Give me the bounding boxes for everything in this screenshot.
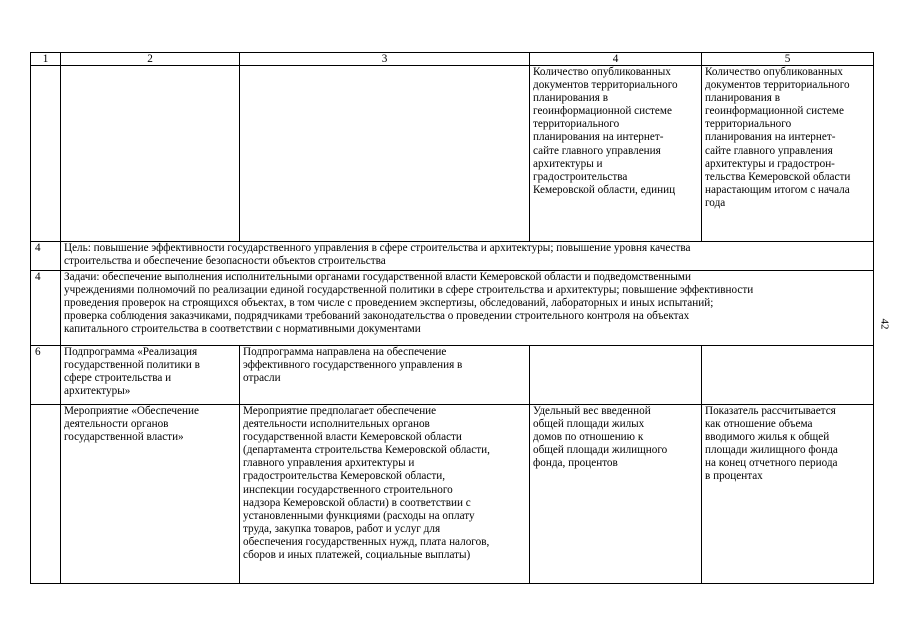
text-line: общей площади жилых <box>533 418 645 431</box>
text-line: планирования на интернет- <box>705 131 836 144</box>
text-line: установленными функциями (расходы на оплату <box>243 509 475 522</box>
text-line: фонда, процентов <box>533 457 618 470</box>
cell-calculation <box>702 66 874 242</box>
text-line: территориального <box>533 118 620 131</box>
text-line: как отношение объема <box>705 418 813 431</box>
subprogram-name <box>61 346 240 405</box>
text-line: планирования на интернет- <box>533 131 664 144</box>
text-line: на конец отчетного периода <box>705 457 838 470</box>
measure-calculation <box>702 405 874 584</box>
cell-indicator <box>530 66 702 242</box>
header-cell-4: 4 <box>530 53 702 66</box>
measure-name <box>61 405 240 584</box>
cell-number <box>31 66 61 242</box>
header-cell-2: 2 <box>61 53 240 66</box>
text-line: документов территориального <box>533 79 678 92</box>
text-line: деятельности органов <box>64 418 169 431</box>
table-row-measure <box>31 405 874 584</box>
text-line: обеспечения государственных нужд, плата налогов, <box>243 535 490 548</box>
subprogram-indicator <box>530 346 702 405</box>
text-line: сайте главного управления <box>705 144 833 157</box>
text-line: капитального строительства в соответствии с нормативными документами <box>64 323 421 336</box>
text-line: инспекции государственного строительного <box>243 483 453 496</box>
text-line: нарастающим итогом с начала <box>705 183 850 196</box>
text-line: общей площади жилищного <box>533 444 668 457</box>
text-line: отрасли <box>243 372 281 385</box>
text-line: труда, закупка товаров, работ и услуг для <box>243 522 441 535</box>
text-line: планирования в <box>533 92 608 105</box>
header-cell-3: 3 <box>240 53 530 66</box>
tasks-text <box>61 271 874 346</box>
text-line: эффективного государственного управления в <box>243 359 463 372</box>
measure-number <box>31 405 61 584</box>
text-line: градостроительства <box>533 170 628 183</box>
indicators-table <box>30 52 874 584</box>
goal-number: 4 <box>31 242 61 271</box>
text-line: сайте главного управления <box>533 144 661 157</box>
text-line: Удельный вес введенной <box>533 405 651 417</box>
table-row-tasks <box>31 271 874 346</box>
text-line: Подпрограмма направлена на обеспечение <box>243 346 447 358</box>
goal-text <box>61 242 874 271</box>
text-line: территориального <box>705 118 792 131</box>
text-line: государственной политики в <box>64 359 200 372</box>
text-line: площади жилищного фонда <box>705 444 838 457</box>
cell-name <box>61 66 240 242</box>
text-line: геоинформационной системе <box>705 105 844 118</box>
table-row-subprogram <box>31 346 874 405</box>
text-line: домов по отношению к <box>533 431 644 444</box>
text-line: Мероприятие «Обеспечение <box>64 405 199 417</box>
tasks-number: 4 <box>31 271 61 346</box>
text-line: архитектуры и градострон- <box>705 157 835 170</box>
text-line: Подпрограмма «Реализация <box>64 346 198 358</box>
text-line: Задачи: обеспечение выполнения исполнительными органами государственной власти Кемеровской области и подведомственными <box>64 271 691 283</box>
text-line: проверка соблюдения заказчиками, подрядчиками требований законодательства о проведении строительного контроля на объектах <box>64 310 690 323</box>
text-line: Цель: повышение эффективности государственного управления в сфере строительства и архитектуры; повышение уровня качества <box>64 242 691 254</box>
text-line: геоинформационной системе <box>533 105 672 118</box>
measure-indicator <box>530 405 702 584</box>
text-line: в процентах <box>705 470 763 483</box>
text-line: архитектуры и <box>533 157 603 170</box>
text-line: деятельности исполнительных органов <box>243 418 430 431</box>
text-line: тельства Кемеровской области <box>705 170 851 183</box>
text-line: градостроительства Кемеровской области, <box>243 470 446 483</box>
text-line: проведения проверок на строящихся объектах, в том числе с проведением экспертизы, обследований, лабораторных и иных испытаний; <box>64 297 714 310</box>
text-line: сборов и иных платежей, социальные выплаты) <box>243 549 471 562</box>
text-line: Кемеровской области, единиц <box>533 183 676 196</box>
text-line: строительства и обеспечение безопасности объектов строительства <box>64 255 386 268</box>
subprogram-number: 6 <box>31 346 61 405</box>
text-line: года <box>705 196 726 209</box>
text-line: Мероприятие предполагает обеспечение <box>243 405 437 417</box>
text-line: документов территориального <box>705 79 850 92</box>
subprogram-description <box>240 346 530 405</box>
text-line: (департамента строительства Кемеровской области, <box>243 444 490 457</box>
cell-description <box>240 66 530 242</box>
text-line: архитектуры» <box>64 385 131 398</box>
text-line: планирования в <box>705 92 780 105</box>
text-line: государственной власти Кемеровской области <box>243 431 462 444</box>
text-line: учреждениями полномочий по реализации единой государственной политики в сфере строительства и архитектуры; повышение эффективности <box>64 284 754 297</box>
measure-description <box>240 405 530 584</box>
table-row-goal <box>31 242 874 271</box>
text-line: Количество опубликованных <box>705 66 843 78</box>
text-line: сфере строительства и <box>64 372 172 385</box>
header-cell-5: 5 <box>702 53 874 66</box>
page-number: 42 <box>878 318 891 330</box>
table-row-indicator-documents <box>31 66 874 242</box>
text-line: вводимого жилья к общей <box>705 431 830 444</box>
text-line: надзора Кемеровской области) в соответствии с <box>243 496 471 509</box>
text-line: государственной власти» <box>64 431 184 444</box>
text-line: Показатель рассчитывается <box>705 405 836 417</box>
text-line: главного управления архитектуры и <box>243 457 415 470</box>
subprogram-calculation <box>702 346 874 405</box>
text-line: Количество опубликованных <box>533 66 671 78</box>
table-header-row <box>31 53 874 66</box>
header-cell-1: 1 <box>31 53 61 66</box>
